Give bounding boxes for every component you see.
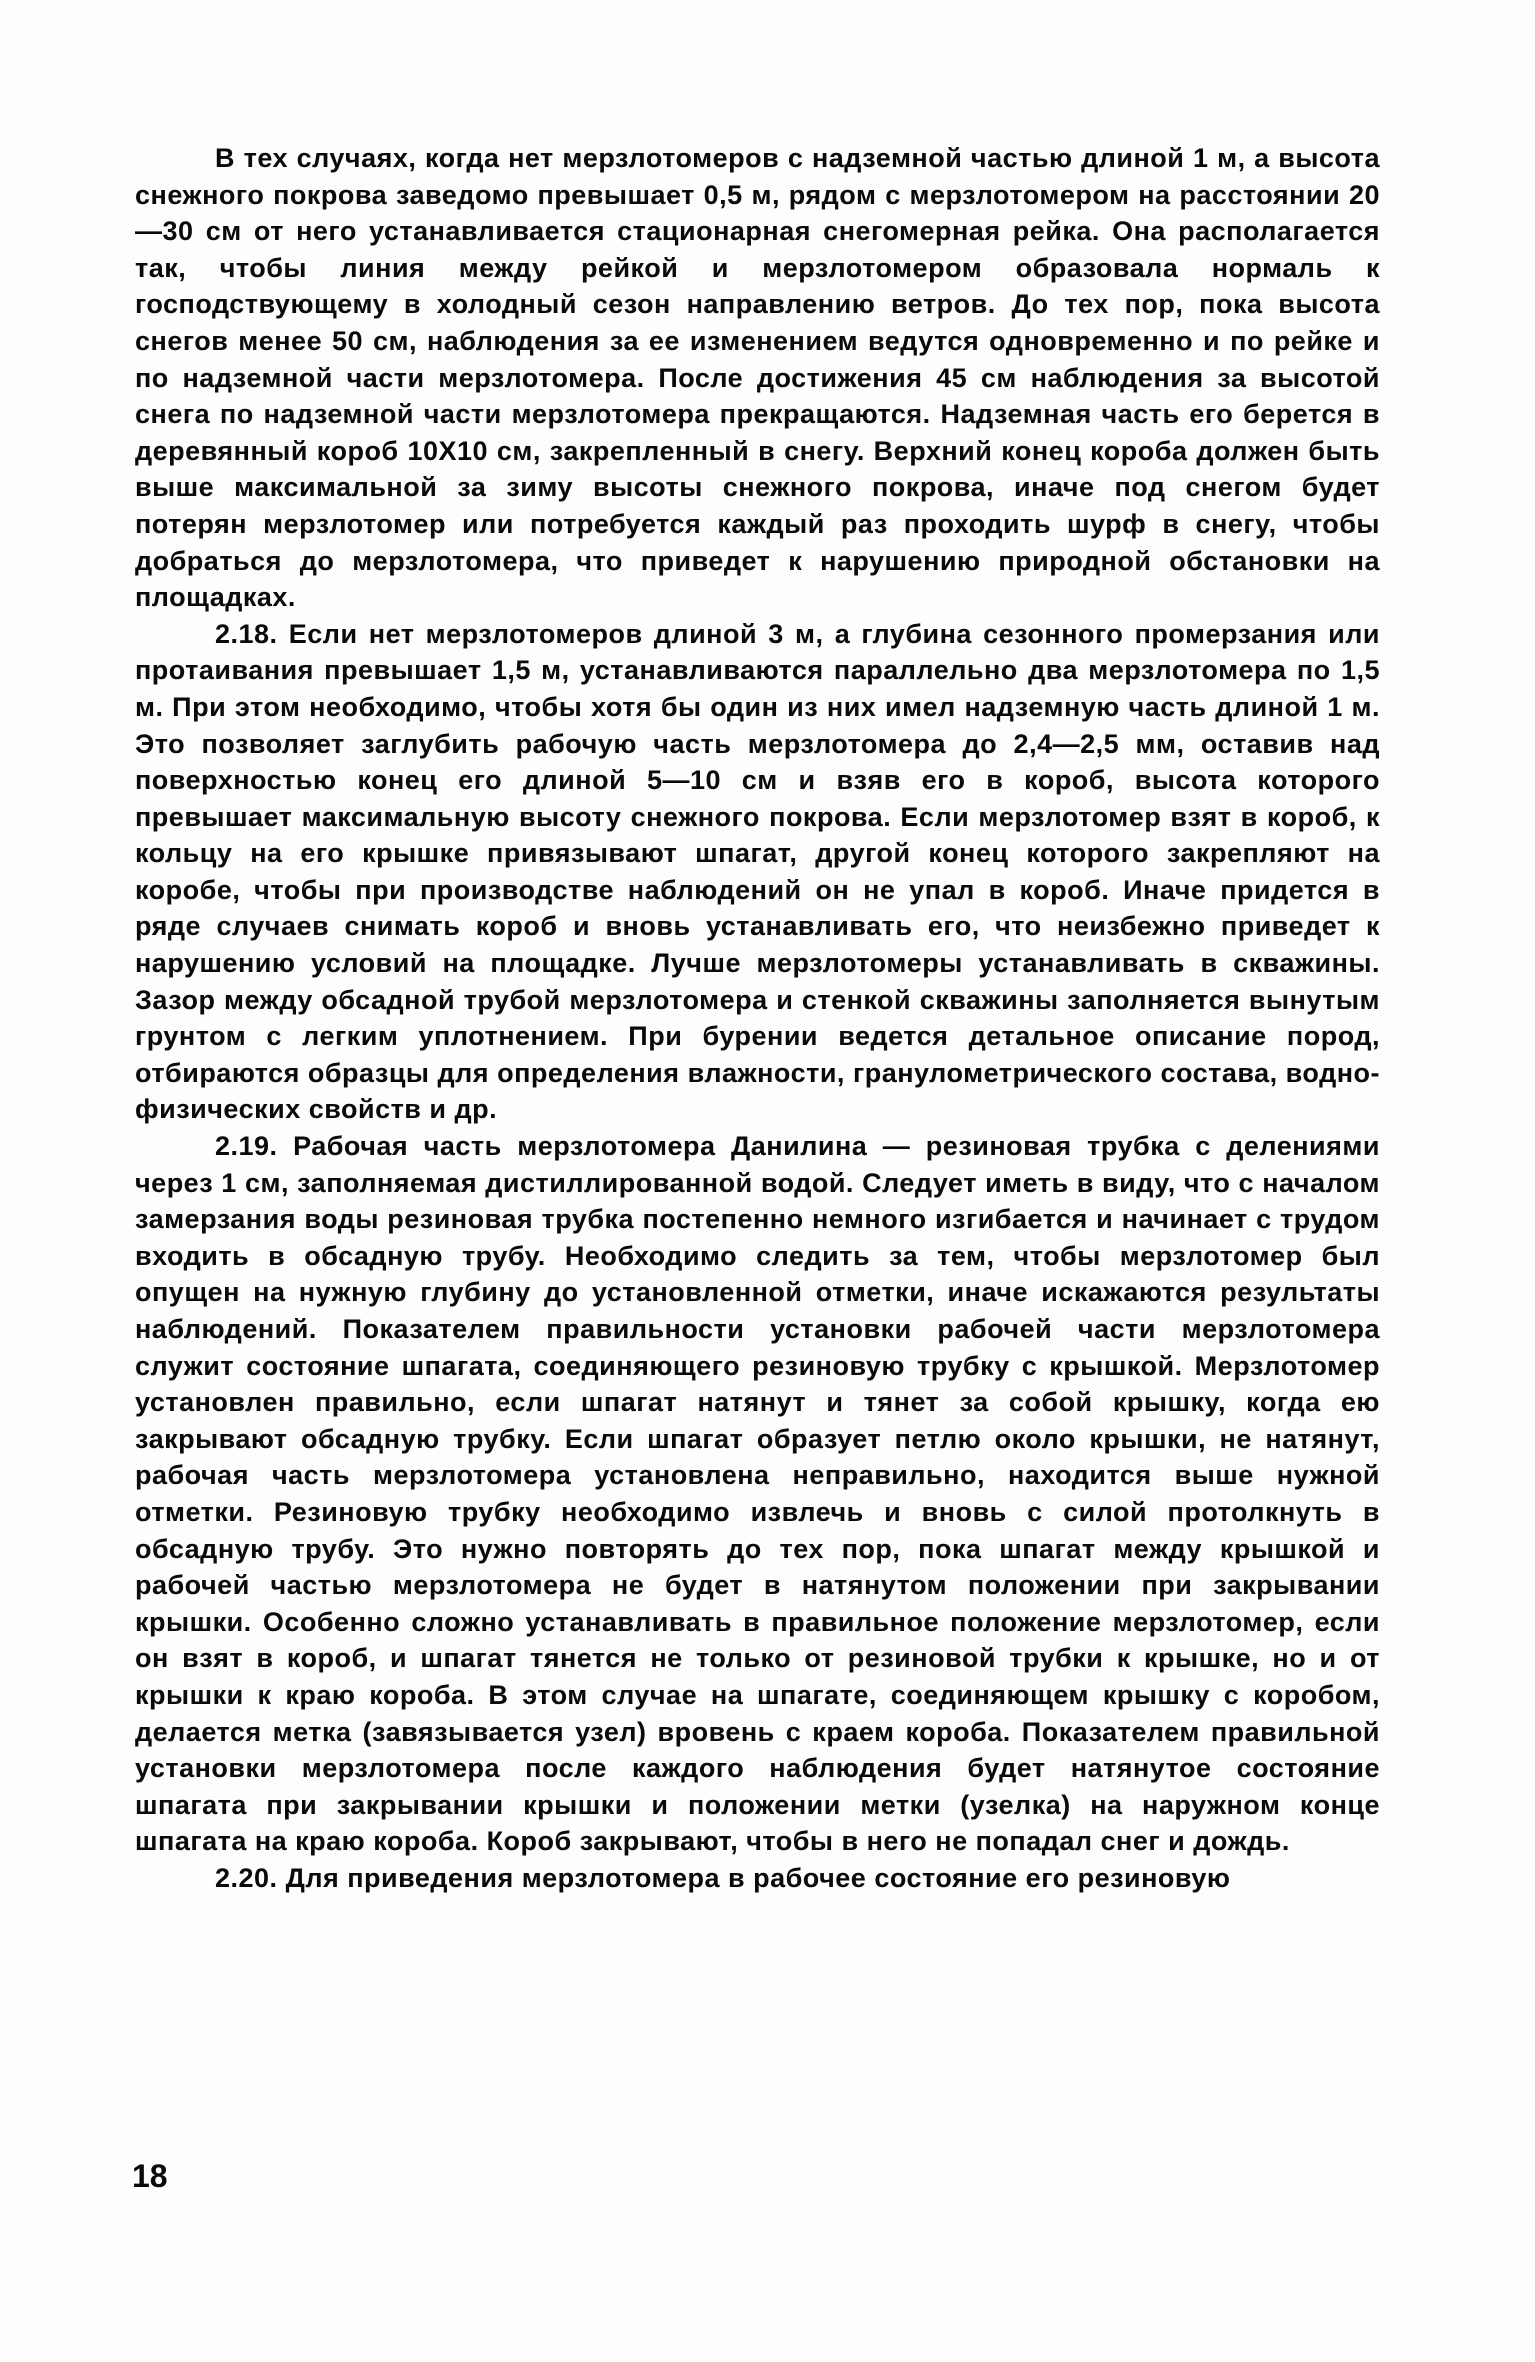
paragraph-text: Если нет мерзлотомеров длиной 3 м, а глубина сезонного промерзания или протаивания превышает 1,5 м, устанавливаются параллельно два мерзлотомера по 1,5 м. При этом необходимо, чтобы хотя бы один из них имел надземную часть длиной 1 м. Это позволяет заглубить рабочую часть мерзлотомера до 2,4—2,5 мм, оставив над поверхностью конец его длиной 5—10 см и взяв его в короб, высота которого превышает максимальную высоту снежного покрова. Если мерзлотомер взят в короб, к кольцу на его крышке привязывают шпагат, другой конец которого закрепляют на коробе, чтобы при производстве наблюдений он не упал в короб. Иначе придется в ряде случаев снимать короб и вновь устанавливать его, что неизбежно приведет к нарушению условий на площадке. Лучше мерзлотомеры устанавливать в скважины. Зазор между обсадной трубой мерзлотомера и стенкой скважины заполняется вынутым грунтом с легким уплотнением. При бурении ведется детальное описание пород, отбираются образцы для определения влажности, гранулометрического состава, водно-физических свойств и др.	[135, 618, 1380, 1125]
paragraph-2-19	[135, 1128, 1380, 1860]
section-number: 2.19.	[215, 1131, 278, 1162]
paragraph-2-18	[135, 616, 1380, 1128]
paragraph-text: В тех случаях, когда нет мерзлотомеров с надземной частью длиной 1 м, а высота снежного покрова заведомо превышает 0,5 м, рядом с мерзлотомером на расстоянии 20—30 см от него устанавливается стационарная снегомерная рейка. Она располагается так, чтобы линия между рейкой и мерзлотомером образовала нормаль к господствующему в холодный сезон направлению ветров. До тех пор, пока высота снегов менее 50 см, наблюдения за ее изменением ведутся одновременно и по рейке и по надземной части мерзлотомера. После достижения 45 см наблюдения за высотой снега по надземной части мерзлотомера прекращаются. Надземная часть его берется в деревянный короб 10Х10 см, закрепленный в снегу. Верхний конец короба должен быть выше максимальной за зиму высоты снежного покрова, иначе под снегом будет потерян мерзлотомер или потребуется каждый раз проходить шурф в снегу, чтобы добраться до мерзлотомера, что приведет к нарушению природной обстановки на площадках.	[135, 143, 1380, 613]
paragraph-text: Для приведения мерзлотомера в рабочее состояние его резиновую	[285, 1862, 1231, 1893]
section-number: 2.18.	[215, 618, 278, 649]
paragraph-intro	[135, 140, 1380, 616]
page-number: 18	[132, 2158, 168, 2194]
paragraph-2-20	[135, 1860, 1380, 1897]
body-text	[135, 140, 1380, 1897]
section-number: 2.20.	[215, 1862, 278, 1893]
paragraph-text: Рабочая часть мерзлотомера Данилина — резиновая трубка с делениями через 1 см, заполняемая дистиллированной водой. Следует иметь в виду, что с началом замерзания воды резиновая трубка постепенно немного изгибается и начинает с трудом входить в обсадную трубу. Необходимо следить за тем, чтобы мерзлотомер был опущен на нужную глубину до установленной отметки, иначе искажаются результаты наблюдений. Показателем правильности установки рабочей части мерзлотомера служит состояние шпагата, соединяющего резиновую трубку с крышкой. Мерзлотомер установлен правильно, если шпагат натянут и тянет за собой крышку, когда ею закрывают обсадную трубку. Если шпагат образует петлю около крышки, не натянут, рабочая часть мерзлотомера установлена неправильно, находится выше нужной отметки. Резиновую трубку необходимо извлечь и вновь с силой протолкнуть в обсадную трубу. Это нужно повторять до тех пор, пока шпагат между крышкой и рабочей частью мерзлотомера не будет в натянутом положении при закрывании крышки. Особенно сложно устанавливать в правильное положение мерзлотомер, если он взят в короб, и шпагат тянется не только от резиновой трубки к крышке, но и от крышки к краю короба. В этом случае на шпагате, соединяющем крышку с коробом, делается метка (завязывается узел) вровень с краем короба. Показателем правильной установки мерзлотомера после каждого наблюдения будет натянутое состояние шпагата при закрывании крышки и положении метки (узелка) на наружном конце шпагата на краю короба. Короб закрывают, чтобы в него не попадал снег и дождь.	[135, 1131, 1380, 1857]
